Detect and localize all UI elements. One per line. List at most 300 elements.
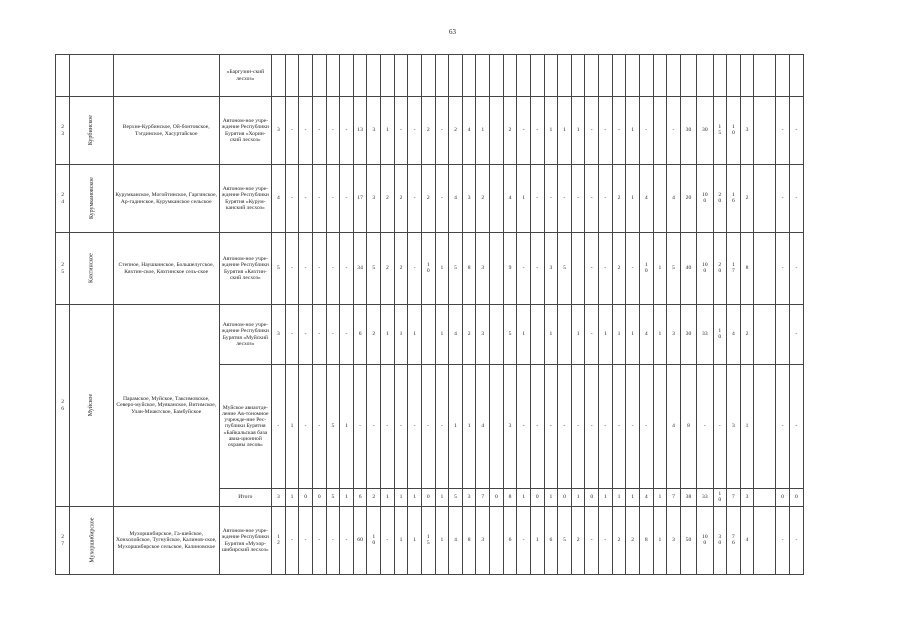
data-cell [490,97,504,165]
data-cell: - [394,97,408,165]
stacked-digit: 1 [718,328,722,335]
data-cell: - [530,97,544,165]
forest-stations-table [55,54,804,575]
data-cell [272,507,286,575]
stacked-digit: 1 [732,262,735,269]
data-cell: 7 [667,489,681,507]
data-cell: 2 [421,97,435,165]
organisation: «Баргузин-ский лесхоз» [219,55,271,97]
data-cell: - [599,365,613,489]
data-cell: - [285,165,299,233]
data-cell: 1 [462,365,476,489]
data-cell: 17 [353,165,367,233]
data-cell: 5 [272,233,286,305]
data-cell [639,55,653,97]
data-cell [476,55,490,97]
data-cell: 1 [408,507,422,575]
data-cell: 8 [462,507,476,575]
settlements: Мухоршибирское, Га-шейское, Хонхолойское, Тугнуйское, Калинов-ское, Мухоршибирское сельское, Калиновское [113,507,219,575]
stacked-digit: 1 [426,534,430,541]
data-cell: - [299,165,313,233]
data-cell: 3 [476,305,490,365]
data-cell: - [312,97,326,165]
data-cell [653,165,667,233]
district-name-text: Курумкановское [88,177,95,220]
data-cell: 2 [394,165,408,233]
data-cell: 4 [667,365,681,489]
table-row [56,507,804,575]
stacked-value [718,192,721,204]
data-cell: 4 [272,165,286,233]
data-cell [754,165,776,233]
organisation: Автоном-ное учре-ждение Республики Бурятия «Мухор-шибирский лесхоз» [219,507,271,575]
row-number-digit: 6 [61,405,64,412]
data-cell [353,55,367,97]
data-cell: - [408,365,422,489]
data-cell: 1 [517,165,531,233]
data-cell: - [435,365,449,489]
data-cell: 1 [449,365,463,489]
stacked-digit: 7 [732,534,735,541]
data-cell: 1 [558,97,572,165]
data-cell: 3 [476,233,490,305]
data-cell: 3 [272,305,286,365]
data-cell: - [367,365,381,489]
data-cell: - [299,305,313,365]
stacked-digit: 2 [718,262,722,269]
data-cell: 1 [381,305,395,365]
stacked-value [702,262,708,274]
data-cell: 4 [503,165,517,233]
district-name [70,55,114,97]
table-row [56,165,804,233]
data-cell [639,233,653,305]
data-cell [421,507,435,575]
row-number-digits [61,192,64,205]
data-cell: 1 [544,97,558,165]
data-cell: 1 [435,233,449,305]
organisation: Муйское авиаотде-ление Ав-тономное учрежде-ние Рес-публики Бурятия «Байкальская база авиа-ционной охраны лесов» [219,365,271,489]
data-cell [394,55,408,97]
row-number [56,233,70,305]
data-cell [727,165,741,233]
data-cell [462,55,476,97]
data-cell: - [789,165,803,233]
data-cell: 2 [381,165,395,233]
data-cell: - [326,165,340,233]
data-cell: 5 [449,489,463,507]
district-name-text: Муйское [88,394,95,417]
data-cell: 1 [653,489,667,507]
data-cell: 4 [449,305,463,365]
row-number [56,55,70,97]
data-cell: 3 [462,165,476,233]
stacked-value [427,262,430,274]
data-cell [612,55,626,97]
data-cell: - [408,165,422,233]
stacked-value [718,262,721,274]
table-row [56,55,804,97]
data-cell: - [340,507,354,575]
settlements: Парамское, Муйское, Таксимовское, Северо-муйское, Муяканское, Витимское, Улан-Миактское, Бамбуйское [113,305,219,507]
data-cell [697,507,713,575]
data-cell: - [326,97,340,165]
data-cell: 2 [421,165,435,233]
data-cell: - [340,305,354,365]
data-cell: 4 [639,305,653,365]
data-cell: - [312,233,326,305]
data-cell: - [639,97,653,165]
data-cell: 30 [697,97,713,165]
data-cell [754,305,776,365]
data-cell: 7 [727,489,741,507]
data-cell: 4 [476,365,490,489]
data-cell: 4 [462,97,476,165]
data-cell: - [789,305,803,365]
data-cell [653,97,667,165]
data-cell: - [299,507,313,575]
row-number-digits [61,534,64,547]
row-number [56,97,70,165]
data-cell [544,55,558,97]
data-cell: 1 [626,489,640,507]
data-cell: 60 [353,507,367,575]
data-cell [490,55,504,97]
data-cell [754,365,776,489]
data-cell: 4 [740,507,754,575]
data-cell: - [285,507,299,575]
data-cell: 1 [571,97,585,165]
data-cell: 4 [449,507,463,575]
row-number-digit: 2 [61,399,64,405]
data-cell [571,55,585,97]
data-cell: 1 [435,489,449,507]
data-cell [754,233,776,305]
data-cell: - [626,233,640,305]
stacked-digit: 0 [703,198,707,205]
data-cell: - [340,97,354,165]
data-cell: 0 [299,489,313,507]
stacked-digit: 1 [718,124,722,131]
data-cell: - [585,97,599,165]
data-cell [754,55,776,97]
data-cell: 1 [394,507,408,575]
data-cell [408,55,422,97]
data-cell [381,55,395,97]
data-cell: 6 [503,507,517,575]
data-cell: 1 [626,305,640,365]
data-cell: - [626,365,640,489]
table-row [56,233,804,305]
data-cell: - [312,165,326,233]
data-cell: 1 [653,233,667,305]
data-cell: - [408,233,422,305]
data-cell: 2 [612,233,626,305]
data-cell [697,55,713,97]
data-cell: 3 [503,365,517,489]
data-cell [326,55,340,97]
data-cell: 3 [367,97,381,165]
data-cell: 5 [558,233,572,305]
data-cell: 2 [612,165,626,233]
data-cell: 1 [571,489,585,507]
organisation: Автоном-ное учре-ждение Республики Бурятия «Хорин-ский лесхоз» [219,97,271,165]
data-cell: - [435,97,449,165]
data-cell: 4 [449,165,463,233]
district-name [70,507,114,575]
data-cell [312,55,326,97]
data-cell: 3 [740,97,754,165]
data-cell: 5 [667,233,681,305]
data-cell [530,55,544,97]
data-cell: 1 [408,305,422,365]
data-cell: - [326,305,340,365]
data-cell: - [285,233,299,305]
data-cell: - [789,365,803,489]
data-cell: 34 [353,233,367,305]
data-cell: 3 [544,233,558,305]
data-cell: - [599,165,613,233]
data-cell: 1 [517,305,531,365]
data-cell: - [599,233,613,305]
stacked-digit: 1 [426,262,430,269]
data-cell: 2 [740,305,754,365]
row-number-digits [61,399,64,412]
data-cell: - [544,365,558,489]
stacked-digit: 10 [702,192,708,199]
data-cell: 0 [530,489,544,507]
data-cell: 20 [680,165,696,233]
data-cell [776,305,790,365]
data-cell: - [435,165,449,233]
data-cell: 2 [503,97,517,165]
data-cell [367,507,381,575]
stacked-value [718,534,721,546]
row-number-digit: 5 [61,268,64,275]
data-cell: - [530,165,544,233]
data-cell: 2 [367,305,381,365]
organisation: Итого [219,489,271,507]
data-cell: - [530,365,544,489]
data-cell: 2 [612,507,626,575]
data-cell [740,55,754,97]
stacked-digit: 7 [732,268,735,275]
data-cell: 3 [272,489,286,507]
row-number-digit: 2 [61,262,64,268]
data-cell: - [421,365,435,489]
organisation: Автоном-ное учре-ждение Республики Бурятия «Курум-канский лесхоз» [219,165,271,233]
data-cell: - [612,365,626,489]
data-cell: 1 [285,365,299,489]
data-cell: 1 [381,489,395,507]
data-cell [727,507,741,575]
data-cell: 13 [353,97,367,165]
data-cell: - [299,233,313,305]
data-cell [421,305,435,365]
data-cell [490,507,504,575]
data-cell: - [544,165,558,233]
district-name-text: Мухоршибирское [89,517,96,564]
stacked-digit: 3 [718,534,722,541]
data-cell: 0 [421,489,435,507]
stacked-digit: 1 [732,124,735,131]
data-cell: - [599,97,613,165]
stacked-digit: 0 [732,130,735,137]
data-cell [490,165,504,233]
data-cell: 0 [558,489,572,507]
data-cell: - [585,233,599,305]
stacked-digit: 0 [426,268,430,275]
data-cell: 33 [697,305,713,365]
data-cell: 2 [367,489,381,507]
data-cell: 1 [612,305,626,365]
data-cell: 2 [571,507,585,575]
stacked-digit: 10 [702,534,708,541]
data-cell: 1 [571,305,585,365]
table-row [56,97,804,165]
data-cell: - [381,365,395,489]
data-cell: 1 [285,489,299,507]
data-cell: - [381,507,395,575]
data-cell: - [558,365,572,489]
stacked-digit: 0 [718,334,722,341]
data-cell: - [353,365,367,489]
stacked-digit: 6 [732,198,735,205]
data-cell [754,489,776,507]
stacked-digit: 1 [718,491,722,498]
stacked-digit: 1 [732,192,735,199]
data-cell: 4 [727,305,741,365]
row-number [56,305,70,507]
district-name-text: Курбинское [88,115,95,146]
row-number [56,507,70,575]
data-cell: 0 [776,489,790,507]
stacked-digit: 0 [718,198,722,205]
data-cell: 5 [558,507,572,575]
data-cell [680,55,696,97]
data-cell [490,305,504,365]
data-cell: 3 [272,97,286,165]
data-cell: - [585,305,599,365]
data-cell: 1 [394,305,408,365]
stacked-digit: 5 [426,540,430,547]
stacked-value [718,124,721,136]
data-cell: - [599,507,613,575]
settlements [113,55,219,97]
data-cell: 0 [312,489,326,507]
data-cell: 1 [394,489,408,507]
data-cell: - [312,365,326,489]
data-cell: - [639,365,653,489]
data-cell: - [558,165,572,233]
data-cell: - [326,507,340,575]
data-cell: - [789,507,803,575]
stacked-digit: 1 [372,534,376,541]
row-number-digit: 2 [61,192,64,198]
data-cell: 2 [394,233,408,305]
data-cell: 8 [680,365,696,489]
district-name [70,305,114,507]
stacked-digit: 1 [276,534,280,541]
data-cell: - [713,365,727,489]
stacked-value [702,192,708,204]
data-cell: - [612,97,626,165]
stacked-digit: 1 [644,262,648,269]
data-cell: 3 [462,489,476,507]
data-cell [449,55,463,97]
data-cell: - [789,97,803,165]
data-cell: 1 [476,97,490,165]
data-cell: - [776,507,790,575]
data-cell [713,507,727,575]
data-cell: 38 [680,489,696,507]
row-number-digit: 3 [61,130,64,137]
stacked-digit: 0 [703,268,707,275]
stacked-digit: 0 [718,268,722,275]
data-cell: 3 [667,507,681,575]
data-cell [727,97,741,165]
settlements: Верхне-Курбинское, Ой-бонтовское, Тэгдинское, Хасуртайское [113,97,219,165]
data-cell: 1 [599,489,613,507]
stacked-digit: 5 [718,130,722,137]
organisation: Автоном-ное учре-ждение Республики Бурятия «Муйский лесхоз» [219,305,271,365]
row-number [56,165,70,233]
data-cell: 2 [626,507,640,575]
data-cell: - [312,305,326,365]
data-cell [653,55,667,97]
data-cell [558,55,572,97]
data-cell [285,55,299,97]
data-cell: 8 [503,489,517,507]
data-cell: - [394,365,408,489]
data-cell: 1 [653,305,667,365]
data-cell [697,233,713,305]
data-cell: 5 [367,233,381,305]
row-number-digits [61,124,64,137]
data-cell: 4 [639,489,653,507]
data-cell [503,55,517,97]
data-cell: 2 [740,165,754,233]
data-cell [340,55,354,97]
data-cell [713,55,727,97]
data-cell: - [776,233,790,305]
data-cell: - [299,97,313,165]
district-name [70,165,114,233]
data-cell [754,507,776,575]
data-cell: 1 [381,97,395,165]
data-cell: 1 [530,507,544,575]
data-cell: 30 [680,97,696,165]
stacked-value [732,534,735,546]
data-cell: 1 [340,365,354,489]
data-cell [697,165,713,233]
stacked-digit: 0 [703,540,707,547]
data-cell: 8 [462,233,476,305]
data-cell: 3 [476,507,490,575]
data-cell: - [285,305,299,365]
data-cell [713,165,727,233]
data-cell: - [571,365,585,489]
data-cell: 6 [353,489,367,507]
organisation: Автоном-ное учре-ждение Республики Бурятия «Кяхтин-ский лесхоз» [219,233,271,305]
data-cell: - [776,165,790,233]
data-cell: - [517,233,531,305]
district-name [70,233,114,305]
data-cell: 5 [326,489,340,507]
stacked-value [718,491,721,503]
data-cell: 1 [435,305,449,365]
data-cell [713,305,727,365]
